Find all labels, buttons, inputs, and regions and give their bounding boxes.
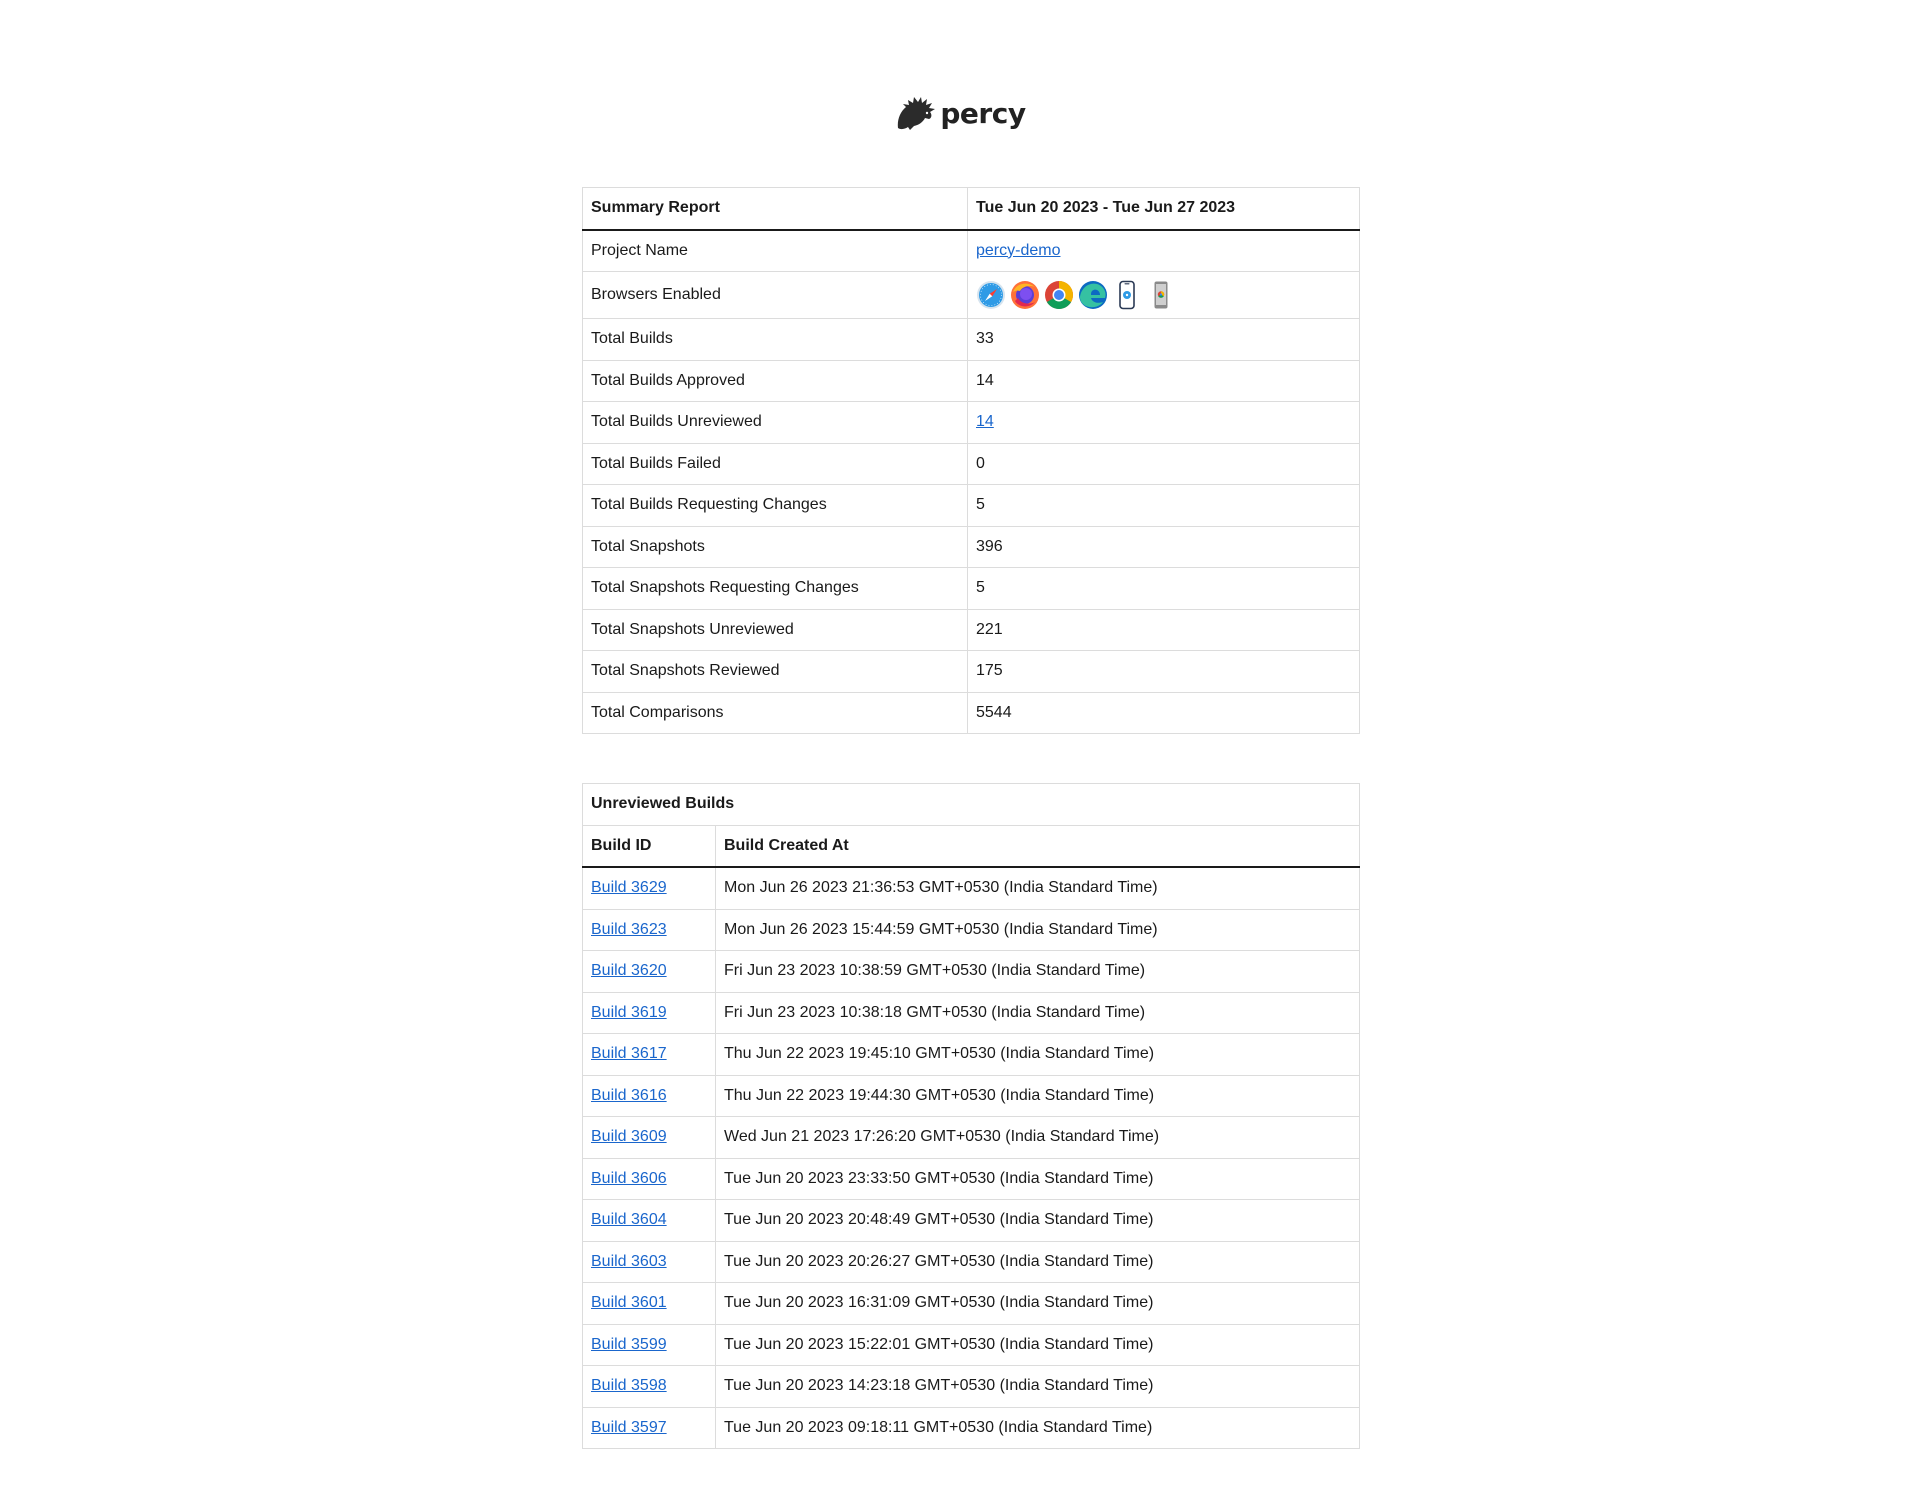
summary-row-value: 5	[968, 485, 1360, 527]
summary-row-value: 33	[968, 319, 1360, 361]
build-id-column-header: Build ID	[583, 825, 716, 867]
build-row	[583, 1283, 1360, 1325]
unreviewed-title-row	[583, 784, 1360, 826]
summary-date-range: Tue Jun 20 2023 - Tue Jun 27 2023	[968, 188, 1360, 230]
build-row	[583, 909, 1360, 951]
builds-column-header-row	[583, 825, 1360, 867]
build-link[interactable]: Build 3601	[591, 1294, 667, 1312]
build-created-at: Thu Jun 22 2023 19:44:30 GMT+0530 (India Standard Time)	[716, 1075, 1360, 1117]
summary-row	[583, 568, 1360, 610]
build-link[interactable]: Build 3619	[591, 1003, 667, 1021]
build-link[interactable]: Build 3598	[591, 1377, 667, 1395]
build-link[interactable]: Build 3616	[591, 1086, 667, 1104]
browsers-enabled-row	[583, 272, 1360, 319]
summary-row-value-cell	[968, 402, 1360, 444]
build-link[interactable]: Build 3620	[591, 962, 667, 980]
summary-row-value: 14	[968, 360, 1360, 402]
build-row	[583, 1407, 1360, 1449]
summary-row-value: 5	[968, 568, 1360, 610]
build-row	[583, 1117, 1360, 1159]
summary-row-value: 221	[968, 609, 1360, 651]
build-link[interactable]: Build 3606	[591, 1169, 667, 1187]
brand-name: percy	[940, 96, 1026, 130]
summary-row-label: Total Snapshots Unreviewed	[583, 609, 968, 651]
summary-row	[583, 485, 1360, 527]
build-id-cell	[583, 867, 716, 909]
build-id-cell	[583, 1034, 716, 1076]
build-created-at: Tue Jun 20 2023 15:22:01 GMT+0530 (India Standard Time)	[716, 1324, 1360, 1366]
build-created-column-header: Build Created At	[716, 825, 1360, 867]
build-row	[583, 992, 1360, 1034]
build-id-cell	[583, 992, 716, 1034]
build-link[interactable]: Build 3623	[591, 920, 667, 938]
build-created-at: Tue Jun 20 2023 16:31:09 GMT+0530 (India Standard Time)	[716, 1283, 1360, 1325]
build-created-at: Fri Jun 23 2023 10:38:18 GMT+0530 (India Standard Time)	[716, 992, 1360, 1034]
build-row	[583, 1324, 1360, 1366]
build-link[interactable]: Build 3599	[591, 1335, 667, 1353]
build-link[interactable]: Build 3597	[591, 1418, 667, 1436]
build-link[interactable]: Build 3609	[591, 1128, 667, 1146]
build-id-cell	[583, 1407, 716, 1449]
build-row	[583, 867, 1360, 909]
build-id-cell	[583, 1200, 716, 1242]
browsers-enabled-cell	[968, 272, 1360, 319]
project-name-cell	[968, 230, 1360, 272]
build-row	[583, 1158, 1360, 1200]
project-name-row	[583, 230, 1360, 272]
summary-row	[583, 443, 1360, 485]
safari-on-iphone-icon	[1112, 280, 1142, 310]
summary-row-label: Total Comparisons	[583, 692, 968, 734]
build-created-at: Tue Jun 20 2023 09:18:11 GMT+0530 (India Standard Time)	[716, 1407, 1360, 1449]
build-id-cell	[583, 1117, 716, 1159]
summary-row-label: Total Builds	[583, 319, 968, 361]
summary-row-value: 0	[968, 443, 1360, 485]
build-created-at: Tue Jun 20 2023 20:48:49 GMT+0530 (India Standard Time)	[716, 1200, 1360, 1242]
project-name-link[interactable]: percy-demo	[976, 241, 1061, 259]
build-id-cell	[583, 1075, 716, 1117]
summary-row-label: Total Builds Failed	[583, 443, 968, 485]
build-id-cell	[583, 1324, 716, 1366]
build-link[interactable]: Build 3629	[591, 879, 667, 897]
summary-title: Summary Report	[583, 188, 968, 230]
unreviewed-builds-link[interactable]: 14	[976, 413, 994, 431]
summary-row-label: Total Snapshots	[583, 526, 968, 568]
summary-row-label: Total Builds Approved	[583, 360, 968, 402]
build-created-at: Tue Jun 20 2023 23:33:50 GMT+0530 (India Standard Time)	[716, 1158, 1360, 1200]
build-created-at: Wed Jun 21 2023 17:26:20 GMT+0530 (India Standard Time)	[716, 1117, 1360, 1159]
edge-icon	[1078, 280, 1108, 310]
build-row	[583, 1034, 1360, 1076]
summary-row	[583, 402, 1360, 444]
build-link[interactable]: Build 3604	[591, 1211, 667, 1229]
build-id-cell	[583, 1283, 716, 1325]
firefox-icon	[1010, 280, 1040, 310]
build-row	[583, 1366, 1360, 1408]
unreviewed-builds-table	[582, 783, 1360, 1449]
percy-logo	[0, 94, 1920, 132]
summary-row	[583, 651, 1360, 693]
summary-row	[583, 692, 1360, 734]
summary-row	[583, 526, 1360, 568]
summary-row-value: 175	[968, 651, 1360, 693]
build-row	[583, 1241, 1360, 1283]
build-created-at: Tue Jun 20 2023 14:23:18 GMT+0530 (India Standard Time)	[716, 1366, 1360, 1408]
build-link[interactable]: Build 3617	[591, 1045, 667, 1063]
summary-row	[583, 609, 1360, 651]
build-created-at: Mon Jun 26 2023 15:44:59 GMT+0530 (India Standard Time)	[716, 909, 1360, 951]
build-row	[583, 1075, 1360, 1117]
build-created-at: Thu Jun 22 2023 19:45:10 GMT+0530 (India Standard Time)	[716, 1034, 1360, 1076]
summary-row-label: Total Snapshots Requesting Changes	[583, 568, 968, 610]
summary-report-table	[582, 187, 1360, 734]
browsers-enabled-label: Browsers Enabled	[583, 272, 968, 319]
build-row	[583, 1200, 1360, 1242]
build-id-cell	[583, 909, 716, 951]
summary-header-row	[583, 188, 1360, 230]
percy-hedgehog-logo-icon	[894, 94, 936, 132]
build-created-at: Fri Jun 23 2023 10:38:59 GMT+0530 (India Standard Time)	[716, 951, 1360, 993]
safari-icon	[976, 280, 1006, 310]
build-id-cell	[583, 1366, 716, 1408]
summary-row-value: 5544	[968, 692, 1360, 734]
build-link[interactable]: Build 3603	[591, 1252, 667, 1270]
project-name-label: Project Name	[583, 230, 968, 272]
chrome-icon	[1044, 280, 1074, 310]
build-row	[583, 951, 1360, 993]
unreviewed-builds-title: Unreviewed Builds	[583, 784, 1360, 826]
build-created-at: Mon Jun 26 2023 21:36:53 GMT+0530 (India Standard Time)	[716, 867, 1360, 909]
build-created-at: Tue Jun 20 2023 20:26:27 GMT+0530 (India Standard Time)	[716, 1241, 1360, 1283]
summary-row-value: 396	[968, 526, 1360, 568]
summary-row	[583, 319, 1360, 361]
build-id-cell	[583, 1241, 716, 1283]
summary-row-label: Total Snapshots Reviewed	[583, 651, 968, 693]
summary-row-label: Total Builds Requesting Changes	[583, 485, 968, 527]
browser-icon-list	[976, 272, 1351, 318]
summary-row-label: Total Builds Unreviewed	[583, 402, 968, 444]
chrome-on-android-icon	[1146, 280, 1176, 310]
summary-row	[583, 360, 1360, 402]
build-id-cell	[583, 1158, 716, 1200]
build-id-cell	[583, 951, 716, 993]
